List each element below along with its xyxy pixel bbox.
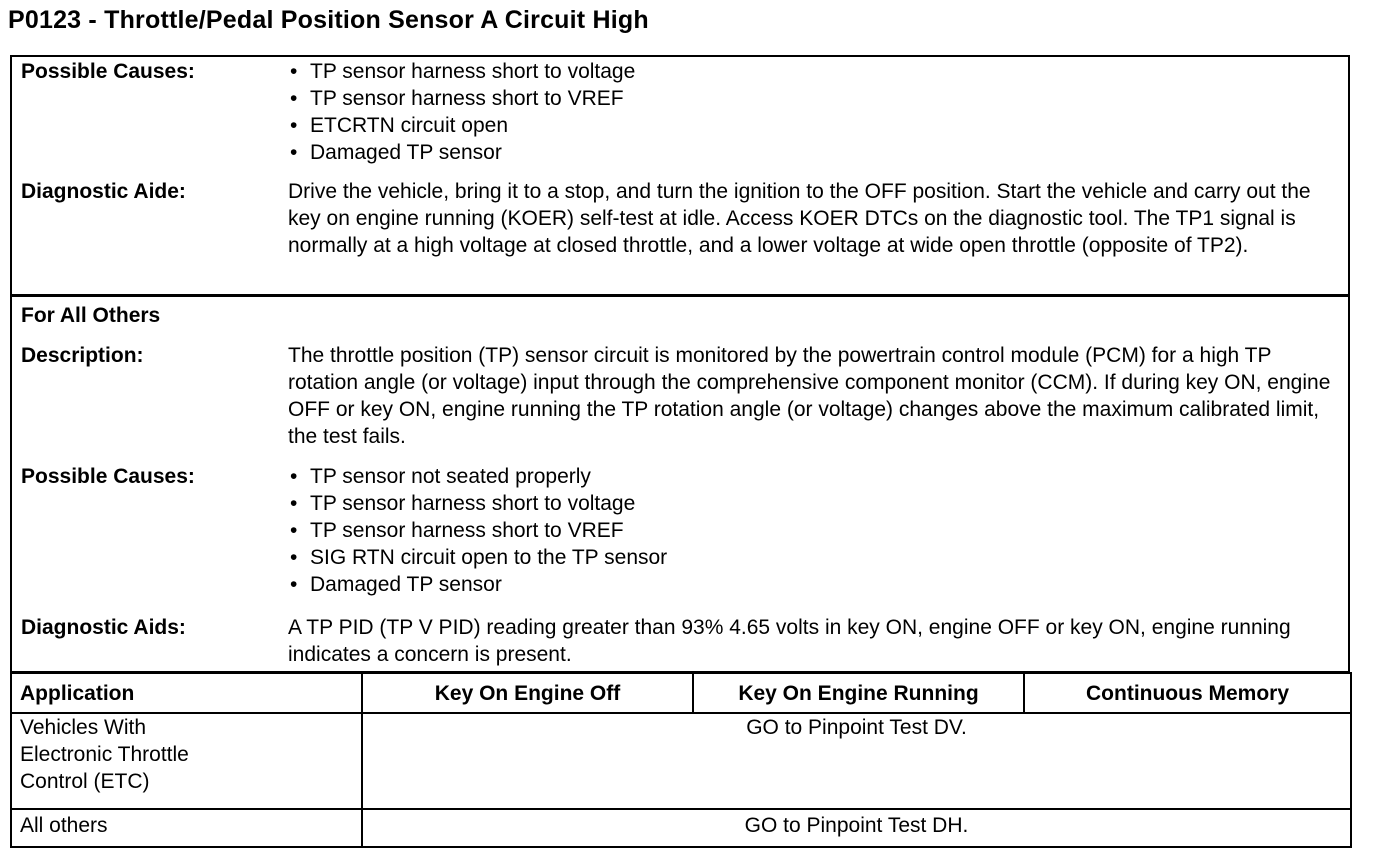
action-cell: GO to Pinpoint Test DV. bbox=[362, 713, 1351, 809]
column-header-continuous-memory: Continuous Memory bbox=[1024, 673, 1351, 713]
diagnostic-aide-label: Diagnostic Aide: bbox=[21, 180, 186, 203]
list-item: • TP sensor harness short to VREF bbox=[288, 85, 1346, 112]
list-item: • ETCRTN circuit open bbox=[288, 112, 1346, 139]
section-heading: For All Others bbox=[21, 304, 161, 327]
application-table bbox=[10, 672, 1352, 848]
diagnostic-aids-text: A TP PID (TP V PID) reading greater than 93% 4.65 volts in key ON, engine OFF or key ON, engine running indicates a concern is present. bbox=[288, 616, 1291, 666]
list-item: • TP sensor harness short to VREF bbox=[288, 517, 1346, 544]
possible-causes-label: Possible Causes: bbox=[21, 465, 195, 488]
application-cell: Vehicles With Electronic Throttle Control (ETC) bbox=[11, 713, 362, 809]
list-item: • TP sensor harness short to voltage bbox=[288, 490, 1346, 517]
column-header-koeo: Key On Engine Off bbox=[362, 673, 693, 713]
list-item: • Damaged TP sensor bbox=[288, 139, 1346, 166]
possible-causes-list bbox=[288, 463, 1346, 598]
table-row bbox=[11, 713, 1351, 809]
description-label: Description: bbox=[21, 344, 144, 367]
list-item: • TP sensor harness short to voltage bbox=[288, 58, 1346, 85]
description-text: The throttle position (TP) sensor circuit is monitored by the powertrain control module (PCM) for a high TP rotation angle (or voltage) input through the comprehensive component monitor (CCM). If during key ON, engine OFF or key ON, engine running the TP rotation angle (or voltage) changes above the maximum calibrated limit, the test fails. bbox=[288, 344, 1331, 448]
page-title: P0123 - Throttle/Pedal Position Sensor A Circuit High bbox=[8, 6, 649, 34]
list-item: • Damaged TP sensor bbox=[288, 571, 1346, 598]
list-item: • TP sensor not seated properly bbox=[288, 463, 1346, 490]
etc-section bbox=[10, 55, 1350, 296]
application-cell: All others bbox=[11, 809, 362, 847]
table-header-row bbox=[11, 673, 1351, 713]
all-others-section bbox=[10, 295, 1350, 673]
column-header-koer: Key On Engine Running bbox=[693, 673, 1024, 713]
diagnostic-aide-text: Drive the vehicle, bring it to a stop, and turn the ignition to the OFF position. Start the vehicle and carry out the key on engine running (KOER) self-test at idle. Access KOER DTCs on the diagnostic tool. The TP1 signal is normally at a high voltage at closed throttle, and a lower voltage at wide open throttle (opposite of TP2). bbox=[288, 180, 1311, 257]
action-cell: GO to Pinpoint Test DH. bbox=[362, 809, 1351, 847]
possible-causes-label: Possible Causes: bbox=[21, 60, 195, 83]
list-item: • SIG RTN circuit open to the TP sensor bbox=[288, 544, 1346, 571]
table-row bbox=[11, 809, 1351, 847]
diagnostic-aids-label: Diagnostic Aids: bbox=[21, 616, 186, 639]
column-header-application: Application bbox=[11, 673, 362, 713]
possible-causes-list bbox=[288, 58, 1346, 166]
